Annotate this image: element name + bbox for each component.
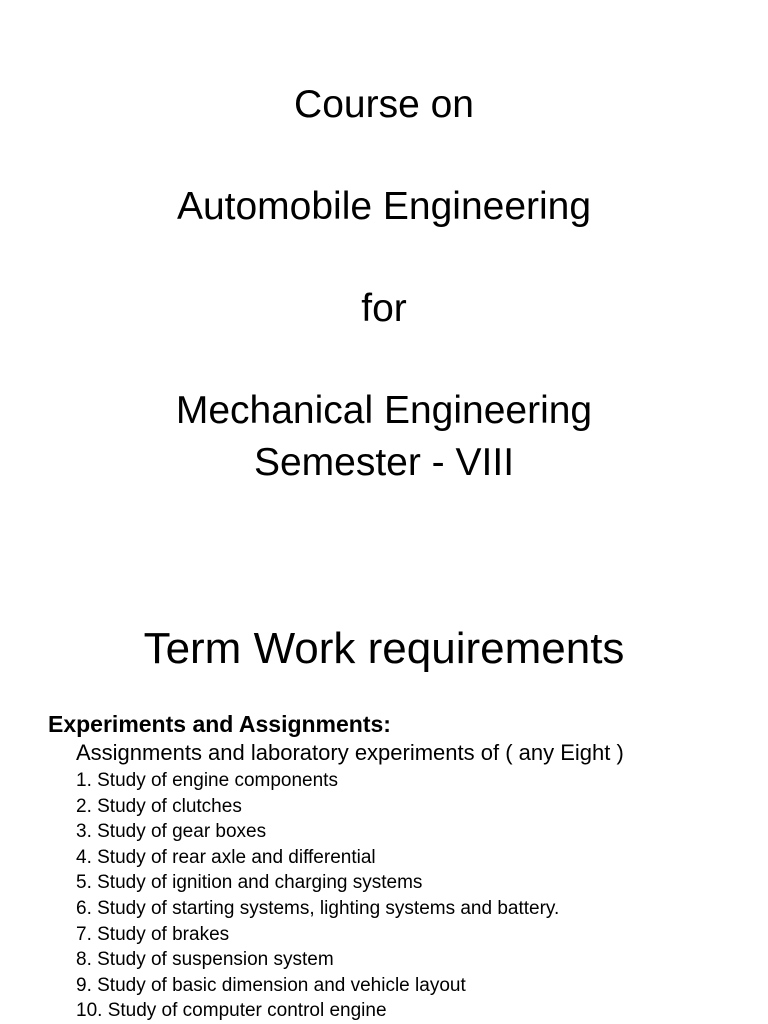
list-item: 5. Study of ignition and charging systems bbox=[76, 872, 423, 894]
course-title-line-3: for bbox=[361, 287, 407, 330]
experiment-list bbox=[76, 768, 559, 1024]
list-item: 1. Study of engine components bbox=[76, 770, 338, 791]
list-item: 3. Study of gear boxes bbox=[76, 821, 267, 843]
course-title-line-2: Automobile Engineering bbox=[176, 185, 592, 228]
assignments-intro: Assignments and laboratory experiments of ( any Eight ) bbox=[76, 740, 624, 765]
experiments-subheading: Experiments and Assignments: bbox=[48, 711, 391, 737]
list-item: 6. Study of starting systems, lighting systems and battery. bbox=[76, 897, 560, 919]
course-title-line-4: Mechanical Engineering bbox=[175, 389, 593, 432]
list-item: 10. Study of computer control engine bbox=[76, 1000, 387, 1022]
term-work-heading: Term Work requirements bbox=[143, 624, 625, 673]
list-item: 8. Study of suspension system bbox=[76, 949, 334, 971]
list-item: 7. Study of brakes bbox=[76, 923, 230, 945]
list-item: 2. Study of clutches bbox=[76, 795, 242, 817]
course-title-line-1: Course on bbox=[294, 83, 474, 126]
course-title-line-5: Semester - VIII bbox=[253, 441, 515, 484]
list-item: 9. Study of basic dimension and vehicle layout bbox=[76, 974, 466, 996]
list-item: 4. Study of rear axle and differential bbox=[76, 846, 376, 868]
